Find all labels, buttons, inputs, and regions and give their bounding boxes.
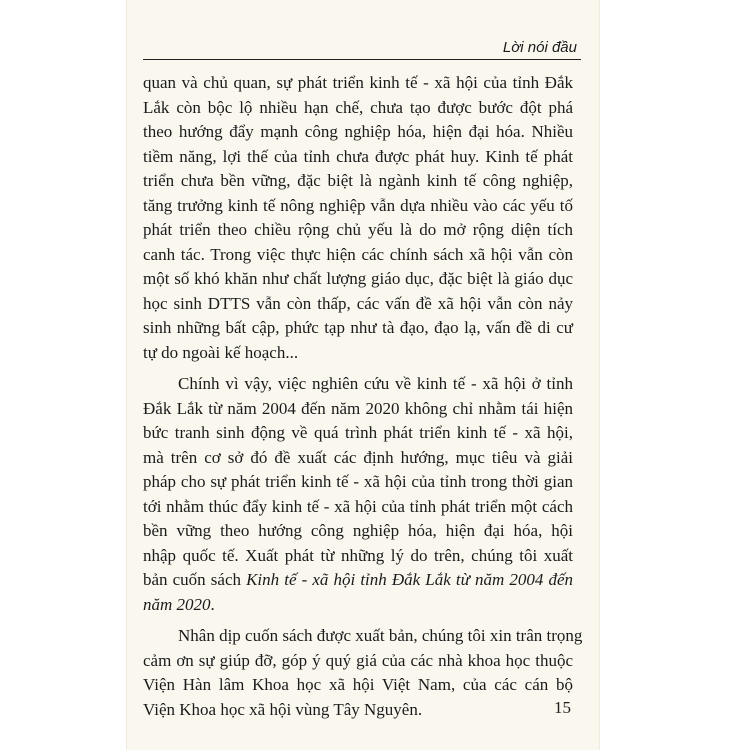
text-line	[143, 593, 573, 618]
text-line: một số khó khăn như chất lượng giáo dục, đặc biệt là giáo dục	[143, 269, 573, 288]
text-line: canh tác. Trong việc thực hiện các chính sách xã hội vẫn còn	[143, 244, 573, 264]
running-header: Lời nói đầu	[502, 39, 577, 56]
text-line: học sinh DTTS vẫn còn thấp, các vấn đề xã hội vẫn còn nảy	[143, 293, 573, 313]
book-title: Kinh tế - xã hội tỉnh Đắk Lắk từ năm 2004 đến	[246, 570, 573, 589]
text-line: nhập quốc tế. Xuất phát từ những lý do trên, chúng tôi xuất	[143, 545, 573, 565]
text-line: Đắk Lắk từ năm 2004 đến năm 2020 không chỉ nhằm tái hiện	[143, 398, 573, 418]
text-line: bền vững theo hướng công nghiệp hóa, hiện đại hóa, hội	[143, 521, 573, 540]
text-line: Nhân dịp cuốn sách được xuất bản, chúng tôi xin trân trọng	[178, 626, 583, 645]
book-line-prefix: bản cuốn sách	[143, 570, 247, 589]
text-line: Chính vì vậy, việc nghiên cứu về kinh tế - xã hội ở tỉnh	[178, 374, 573, 393]
page-number: 15	[554, 698, 571, 717]
text-line: tự do ngoài kế hoạch...	[143, 342, 299, 362]
body-text	[143, 71, 583, 722]
book-line-suffix: .	[210, 594, 215, 614]
text-line	[143, 568, 573, 593]
header-rule	[143, 59, 581, 60]
text-line: Lắk còn bộc lộ nhiều hạn chế, chưa tạo được bước đột phá	[143, 97, 573, 117]
paragraph-2	[143, 372, 573, 617]
text-line: quan và chủ quan, sự phát triển kinh tế - xã hội của tỉnh Đắk	[143, 73, 573, 92]
text-line: tới nhằm thúc đẩy kinh tế - xã hội của tỉnh phát triển một cách	[143, 496, 573, 516]
text-line: bức tranh sinh động về quá trình phát triển kinh tế - xã hội,	[143, 423, 573, 442]
book-title-continued: năm 2020	[143, 594, 211, 614]
text-line: tiềm năng, lợi thế của tỉnh chưa được phát huy. Kinh tế phát	[143, 146, 573, 166]
text-line: sinh những bất cập, phức tạp như tà đạo, đạo lạ, vấn đề di cư	[143, 318, 573, 337]
text-line: tăng trưởng kinh tế nông nghiệp vẫn dựa nhiều vào các yếu tố	[143, 195, 573, 215]
text-line: theo hướng đẩy mạnh công nghiệp hóa, hiện đại hóa. Nhiều	[143, 122, 573, 141]
text-line: mà trên cơ sở đó đề xuất các định hướng, mục tiêu và giải	[143, 447, 573, 467]
paragraph-3	[143, 624, 583, 722]
text-line: cảm ơn sự giúp đỡ, góp ý quý giá của các nhà khoa học thuộc	[143, 650, 573, 670]
text-line: Viện Hàn lâm Khoa học xã hội Việt Nam, của các cán bộ	[143, 675, 573, 694]
text-line: Viện Khoa học xã hội vùng Tây Nguyên.	[143, 699, 423, 719]
text-line: pháp cho sự phát triển kinh tế - xã hội của tỉnh trong thời gian	[143, 472, 573, 491]
paragraph-1	[143, 71, 573, 365]
paragraph-gap	[143, 365, 573, 372]
text-line: phát triển theo chiều rộng chủ yếu là do mở rộng diện tích	[143, 220, 573, 239]
paragraph-gap	[143, 617, 573, 624]
text-line: triển chưa bền vững, đặc biệt là ngành kinh tế công nghiệp,	[143, 171, 573, 190]
book-page	[127, 0, 599, 750]
